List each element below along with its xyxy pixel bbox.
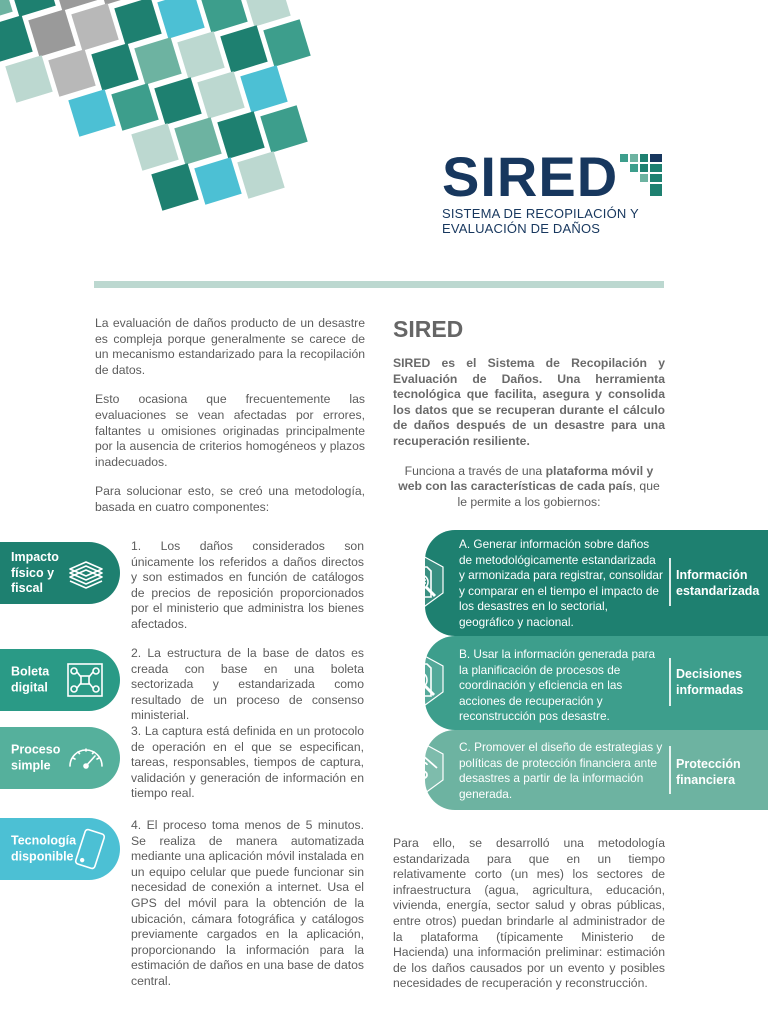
component-label: Boleta digital [11, 664, 50, 694]
benefit-text: C. Promover el diseño de estrategias y políticas de protección financiera ante desastres a partir de la información generada. [459, 740, 663, 801]
platform-text-post: , que le permite a los gobiernos: [457, 479, 660, 509]
benefit-separator [669, 658, 671, 706]
mosaic-square [48, 49, 95, 96]
platform-text-pre: Funciona a través de una [404, 463, 546, 478]
component-pill-proceso [0, 727, 120, 789]
mosaic-square [131, 123, 178, 170]
mosaic-square [243, 0, 290, 27]
mosaic-square [111, 83, 158, 130]
mosaic-square [260, 105, 307, 152]
mosaic-square [200, 0, 247, 33]
mosaic-square [220, 25, 267, 72]
logo-subtitle [442, 206, 639, 236]
benefit-separator [669, 746, 671, 794]
mosaic-square [114, 0, 161, 45]
mosaic-square [151, 163, 198, 210]
intro-paragraph-1: La evaluación de daños producto de un desastre es compleja porque generalmente se carece de un mecanismo estandarizado para la recopilación de datos. [95, 316, 365, 377]
mosaic-square [68, 89, 115, 136]
mosaic-square [154, 77, 201, 124]
component-pill-impacto [0, 542, 120, 604]
mosaic-square [263, 19, 310, 66]
pixel-arrow-icon [620, 154, 664, 198]
platform-description [393, 464, 665, 511]
platform-text-bold: plataforma móvil y web con las características de cada país [398, 463, 654, 494]
component-label: Impacto físico y fiscal [11, 549, 59, 595]
benefit-band-a [425, 530, 768, 636]
component-text-3: 3. La captura está definida en un protocolo de operación en el que se especifican, tareas, responsables, tiempos de captura, validación y generación de información en tiempo real. [131, 724, 364, 801]
logo-wordmark: SIRED [442, 145, 619, 208]
info-magnifier-icon [391, 652, 451, 712]
closing-paragraph: Para ello, se desarrolló una metodología estandarizada para que en un tiempo relativamente corto (un mes) los sectores de infraestructura (agua, agricultura, educación, vivienda, energía, sector salud y obras públicas, entre otros) puedan brindarle al administrador de la plataforma (típicamente Ministerio de Hacienda) una información preliminar: estimación de los daños causados por un evento y posibles necesidades de recuperación y reconstrucción. [393, 836, 665, 991]
logo-subtitle-line-2: EVALUACIÓN DE DAÑOS [442, 221, 601, 236]
mosaic-square [194, 157, 241, 204]
component-pill-boleta [0, 649, 120, 711]
right-intro [393, 316, 665, 510]
stacked-papers-icon [64, 551, 108, 595]
left-intro [95, 316, 365, 530]
mosaic-square [28, 9, 75, 56]
mosaic-square [174, 117, 221, 164]
benefit-label: Información estandarizada [676, 568, 760, 598]
dollar-house-icon [391, 740, 451, 800]
component-text-4: 4. El proceso toma menos de 5 minutos. Se realiza de manera automatizada mediante una aplicación móvil instalada en un equipo celular que puede funcionar sin necesidad de conexión a internet. Usa el GPS del móvil para la obtención de la ubicación, cámara fotográfica y catálogos previamente cargados en la aplicación, proporcionando la información para la estimación de daños en una base de datos central. [131, 818, 364, 988]
benefit-text: B. Usar la información generada para la planificación de procesos de coordinación y eficiencia en las acciones de recuperación y reconstrucción pos desastre. [459, 647, 656, 724]
decorative-mosaic [0, 0, 380, 225]
benefit-band-b [425, 636, 768, 730]
network-diagram-icon [64, 658, 108, 702]
intro-paragraph-3: Para solucionar esto, se creó una metodología, basada en cuatro componentes: [95, 484, 365, 514]
mosaic-square [71, 3, 118, 50]
section-heading: SIRED [393, 316, 464, 342]
mosaic-square [240, 65, 287, 112]
mosaic-square [217, 111, 264, 158]
benefit-band-c [425, 730, 768, 810]
sired-logo [442, 145, 682, 248]
smartphone-icon [68, 827, 112, 871]
benefit-separator [669, 558, 671, 606]
component-pill-tecnologia [0, 818, 120, 880]
sired-definition: SIRED es el Sistema de Recopilación y Evaluación de Daños. Una herramienta tecnológica que facilita, asegura y consolida los datos que se recuperan durante el cálculo de daños después de un desastre para una recuperación resiliente. [393, 356, 665, 448]
header-divider [94, 281, 664, 288]
component-label: Proceso simple [11, 742, 61, 772]
mosaic-square [157, 0, 204, 39]
intro-paragraph-2: Esto ocasiona que frecuentemente las evaluaciones se vean afectadas por errores, faltantes u omisiones originadas principalmente por la ausencia de criterios homogéneos y plazos inadecuados. [95, 392, 365, 469]
benefit-text: A. Generar información sobre daños de metodológicamente estandarizada y armonizada para registrar, consolidar y comparar en el tiempo el impacto de los desastres en lo sectorial, geográfico y nacional. [459, 537, 663, 629]
mosaic-square [91, 43, 138, 90]
mosaic-square [237, 151, 284, 198]
mosaic-square [134, 37, 181, 84]
mosaic-square [197, 71, 244, 118]
benefit-label: Protección financiera [676, 757, 741, 787]
benefit-label: Decisiones informadas [676, 667, 744, 697]
speedometer-icon [64, 736, 108, 780]
document-magnifier-icon [391, 553, 451, 613]
mosaic-square [0, 15, 33, 62]
mosaic-square [177, 31, 224, 78]
component-text-1: 1. Los daños considerados son únicamente los referidos a daños directos y son estimados en función de catálogos de precios de reposición proporcionados por el ministerio que administra los bienes afectados. [131, 539, 364, 631]
component-label: Tecnología disponible [11, 833, 77, 863]
component-text-2: 2. La estructura de la base de datos es creada con base en una boleta sectorizada y estandarizada como resultado de un proceso de consenso ministerial. [131, 646, 364, 723]
logo-subtitle-line-1: SISTEMA DE RECOPILACIÓN Y [442, 206, 639, 221]
mosaic-square [5, 55, 52, 102]
